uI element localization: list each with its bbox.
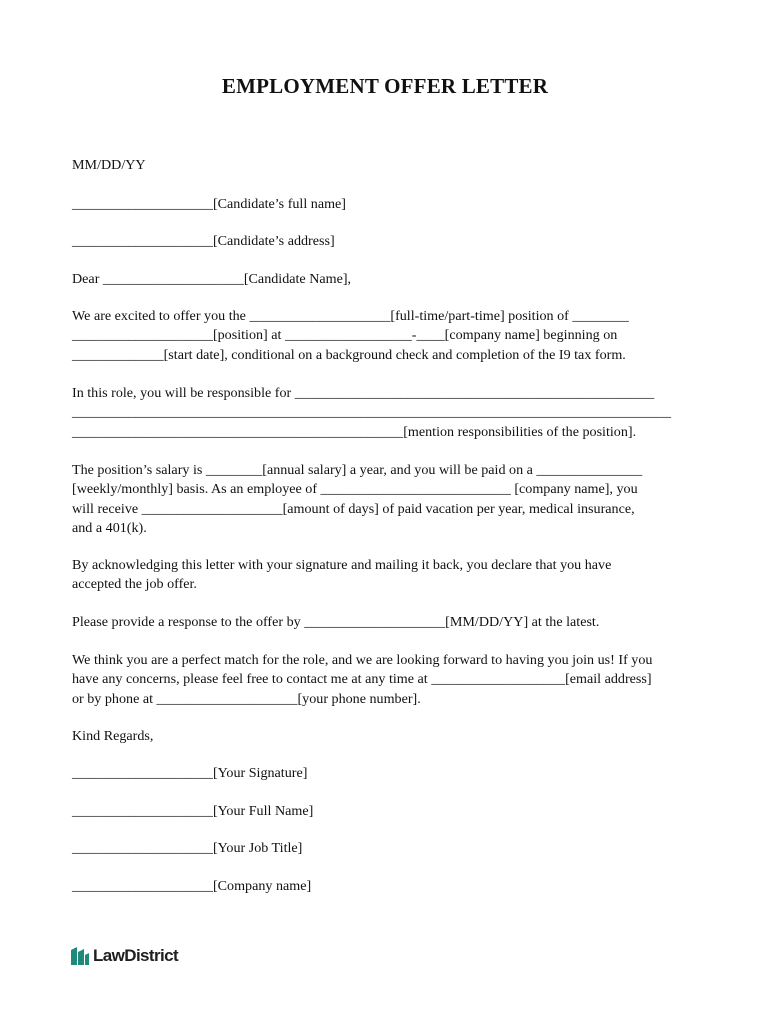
signature-line: ____________________[Your Signature] bbox=[72, 765, 308, 781]
paragraph-line: will receive ____________________[amount of days] of paid vacation per year, medical insurance, bbox=[72, 500, 635, 517]
paragraph-line: In this role, you will be responsible for ___________________________________________________ bbox=[72, 385, 655, 401]
paragraph-line: The position’s salary is ________[annual salary] a year, and you will be paid on a _______________ bbox=[72, 462, 643, 478]
job-title-line: ____________________[Your Job Title] bbox=[72, 840, 303, 856]
salary-paragraph bbox=[72, 461, 702, 538]
paragraph-line: ____________________[position] at __________________-____[company name] beginning on bbox=[72, 327, 618, 344]
greeting: Dear ____________________[Candidate Name], bbox=[72, 271, 352, 287]
full-name-line: ____________________[Your Full Name] bbox=[72, 803, 314, 819]
closing: Kind Regards, bbox=[72, 728, 154, 744]
acknowledgement-paragraph bbox=[72, 556, 702, 595]
lawdistrict-logo bbox=[70, 945, 178, 967]
paragraph-line: accepted the job offer. bbox=[72, 576, 197, 593]
document-title: EMPLOYMENT OFFER LETTER bbox=[221, 74, 549, 98]
candidate-name-line: ____________________[Candidate’s full name] bbox=[72, 196, 347, 212]
paragraph-line: _____________[start date], conditional on a background check and completion of the I9 tax form. bbox=[72, 346, 626, 363]
response-deadline-paragraph: Please provide a response to the offer by ____________________[MM/DD/YY] at the latest. bbox=[72, 614, 600, 630]
paragraph-line: and a 401(k). bbox=[72, 519, 147, 536]
paragraph-line: or by phone at ____________________[your phone number]. bbox=[72, 690, 421, 707]
paragraph-line: _____________________________________________________________________________________ bbox=[72, 404, 671, 421]
responsibilities-paragraph bbox=[72, 384, 702, 442]
letter-date: MM/DD/YY bbox=[72, 157, 146, 173]
paragraph-line: We think you are a perfect match for the role, and we are looking forward to having you join us! If you bbox=[72, 652, 653, 668]
logo-text: LawDistrict bbox=[93, 946, 179, 965]
paragraph-line: We are excited to offer you the ____________________[full-time/part-time] position of ________ bbox=[72, 308, 629, 324]
contact-paragraph bbox=[72, 651, 702, 709]
paragraph-line: [weekly/monthly] basis. As an employee of ___________________________ [company name], you bbox=[72, 481, 638, 498]
paragraph-line: have any concerns, please feel free to contact me at any time at ___________________[email address] bbox=[72, 671, 652, 688]
company-name-line: ____________________[Company name] bbox=[72, 878, 312, 894]
paragraph-line: _______________________________________________[mention responsibilities of the position]. bbox=[72, 423, 637, 440]
offer-paragraph bbox=[72, 307, 702, 365]
candidate-address-line: ____________________[Candidate’s address] bbox=[72, 233, 335, 249]
lawdistrict-logo-icon bbox=[70, 945, 90, 967]
paragraph-line: By acknowledging this letter with your signature and mailing it back, you declare that you have bbox=[72, 557, 612, 573]
